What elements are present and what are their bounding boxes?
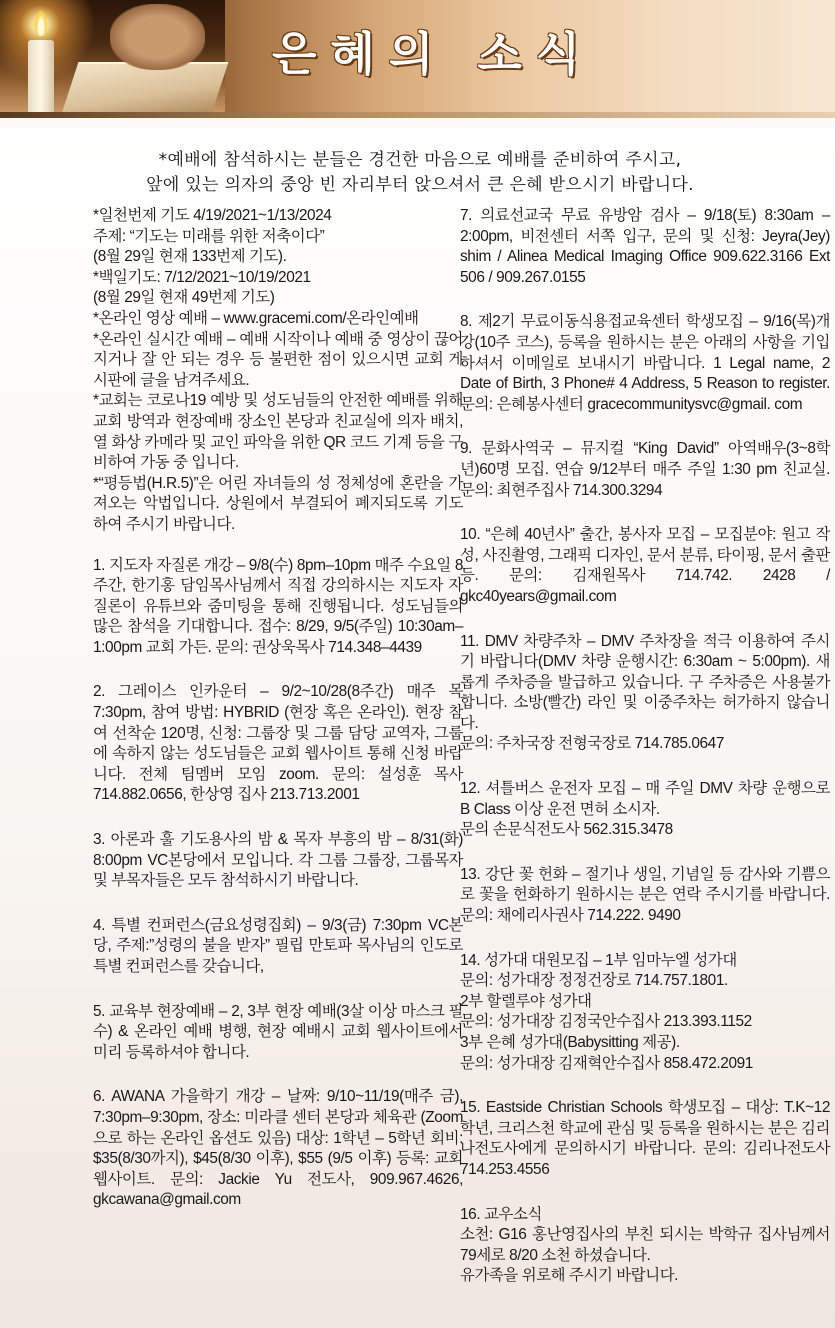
candle-prayer-image <box>0 0 225 112</box>
notice-item-14: 14. 성가대 대원모집 – 1부 임마누엘 성가대 문의: 성가대장 정정건장로 714.757.1801. 2부 할렐루야 성가대 문의: 성가대장 김정국안수집사 213.393.1152 3부 은혜 성가대(Babysitting 제공). 문의: 성가대장 김재혁안수집사 858.472.2091 <box>460 951 753 1072</box>
notice-item-1: 1. 지도자 자질론 개강 – 9/8(수) 8pm–10pm 매주 수요일 8주간, 한기홍 담임목사님께서 직접 강의하시는 지도자 자질론이 유튜브와 줌미팅을 통해 진행됩니다. 성도님들의 많은 참석을 기대합니다. 접수: 8/29, 9/5(주일) 10:30am–1:00pm 교회 가든. 문의: 권상욱목사 714.348–4439 <box>93 556 463 656</box>
notice-item-5: 5. 교육부 현장예배 – 2, 3부 현장 예배(3살 이상 마스크 필수) & 온라인 예배 병행, 현장 예배시 교회 웹사이트에서 미리 등록하셔야 합니다. <box>93 1002 463 1061</box>
notice-item-8: 8. 제2기 무료이동식용접교육센터 학생모집 – 9/16(목)개강(10주 코스), 등록을 원하시는 분은 아래의 사항을 기입하셔서 이메일로 보내시기 바랍니다. 1 Legal name, 2 Date of Birth, 3 Phone# 4 Address, 5 Reason to register. 문의: 은혜봉사센터 gracecommunitysvc@gmail. com <box>460 313 830 413</box>
notice-item-15: 15. Eastside Christian Schools 학생모집 – 대상: T.K~12학년, 크리스천 학교에 관심 및 등록을 원하시는 분은 김리나전도사에게 문의하시기 바랍니다. 문의: 김리나전도사 714.253.4556 <box>460 1099 830 1178</box>
left-column <box>93 206 463 1211</box>
notice-item-7: 7. 의료선교국 무료 유방암 검사 – 9/18(토) 8:30am –2:00pm, 비전센터 서쪽 입구, 문의 및 신청: Jeyra(Jey) shim / Alinea Medical Imaging Office 909.622.3166 Ext 506 / 909.267.0155 <box>460 207 830 286</box>
page-title: 은혜의 소식 <box>272 27 595 81</box>
intro-notice: *예배에 참석하시는 분들은 경건한 마음으로 예배를 준비하여 주시고, 앞에 있는 의자의 중앙 빈 자리부터 앉으셔서 큰 은혜 받으시기 바랍니다. <box>146 150 694 195</box>
notice-item-12: 12. 셔틀버스 운전자 모집 – 매 주일 DMV 차량 운행으로 B Class 이상 운전 면허 소시자. 문의 손문식전도사 562.315.3478 <box>460 780 830 839</box>
notice-item-11: 11. DMV 차량주차 – DMV 주차장을 적극 이용하여 주시기 바랍니다(DMV 차량 운행시간: 6:30am ~ 5:00pm). 새롭게 주차증을 발급하고 있습니다. 구 주차증은 사용불가합니다. 소방(빨간) 라인 및 이중주차는 허가하지 않습니다. 문의: 주차국장 전형국장로 714.785.0647 <box>460 632 830 753</box>
flame-icon <box>35 10 47 36</box>
praying-hands-image <box>110 4 205 70</box>
notice-general: *일천번제 기도 4/19/2021~1/13/2024 주제: “기도는 미래를 위한 저축이다” (8월 29일 현재 133번제 기도). *백일기도: 7/12/2021~10/19/2021 (8월 29일 현재 49번제 기도) *온라인 영상 예배 – www.gracemi.com/온라인예배 *온라인 실시간 예배 – 예배 시작이나 예배 중 영상이 끊어지거나 잘 안 되는 경우 등 불편한 점이 있으시면 교회 게시판에 글을 남겨주세요. *교회는 코로나19 예방 및 성도님들의 안전한 예배를 위해 교회 방역과 현장예배 장소인 본당과 친교실에 의자 배치, 열 화상 카메라 및 교인 파악을 위한 QR 코드 기계 등을 구비하여 가동 중 입니다. *“평등법(H.R.5)”은 어린 자녀들의 성 정체성에 혼란을 가져오는 악법입니다. 상원에서 부결되어 폐지되도록 기도하여 주시기 바랍니다. <box>93 207 463 533</box>
notice-item-3: 3. 아론과 훌 기도용사의 밤 & 목자 부흥의 밤 – 8/31(화) 8:00pm VC본당에서 모입니다. 각 그룹 그룹장, 그룹목자 및 부목자들은 모두 참석하시기 바랍니다. <box>93 831 463 890</box>
right-column <box>460 206 830 1287</box>
notice-item-9: 9. 문화사역국 – 뮤지컬 “King David” 아역배우(3~8학년)60명 모집. 연습 9/12부터 매주 주일 1:30 pm 친교실. 문의: 최현주집사 714.300.3294 <box>460 440 830 499</box>
notice-item-2: 2. 그레이스 인카운터 – 9/2~10/28(8주간) 매주 목 7:30pm, 참여 방법: HYBRID (현장 혹은 온라인). 현장 참여 선착순 120명, 신청: 그룹장 및 그룹 담당 교역자, 그룹에 속하지 않는 성도님들은 교회 웹사이트 통해 신청 바랍니다. 전체 팀멤버 모임 zoom. 문의: 설성훈 목사 714.882.0656, 한상영 집사 213.713.2001 <box>93 683 463 804</box>
notice-item-6: 6. AWANA 가을학기 개강 – 날짜: 9/10~11/19(매주 금), 7:30pm–9:30pm, 장소: 미라클 센터 본당과 체육관 (Zoom으로 하는 온라인 옵션도 있음) 대상: 1학년 – 5학년 회비: $35(8/30까지), $45(8/30 이후), $55 (9/5 이후) 등록: 교회 웹사이트. 문의: Jackie Yu 전도사, 909.967.4626, gkcawana@gmail.com <box>93 1088 463 1209</box>
candle-image <box>28 40 54 112</box>
header-divider <box>0 112 835 118</box>
notice-item-10: 10. “은혜 40년사” 출간, 봉사자 모집 – 모집분야: 원고 작성, 사진촬영, 그래픽 디자인, 문서 분류, 타이핑, 문서 출판 등. 문의: 김재원목사 714.742. 2428 / gkc40years@gmail.com <box>460 526 830 605</box>
header-banner <box>0 0 835 112</box>
notice-item-4: 4. 특별 컨퍼런스(금요성령집회) – 9/3(금) 7:30pm VC본당, 주제:”성령의 불을 받자” 필립 만토파 목사님의 인도로 특별 컨퍼런스를 갖습니다, <box>93 916 463 975</box>
notice-item-13: 13. 강단 꽃 헌화 – 절기나 생일, 기념일 등 감사와 기쁨으로 꽃을 헌화하기 원하시는 분은 연락 주시기를 바랍니다. 문의: 채에리사권사 714.222. 9490 <box>460 865 830 925</box>
notice-item-16: 16. 교우소식 소천: G16 홍난영집사의 부친 되시는 박학규 집사님께서 79세로 8/20 소천 하셨습니다. 유가족을 위로해 주시기 바랍니다. <box>460 1205 830 1285</box>
